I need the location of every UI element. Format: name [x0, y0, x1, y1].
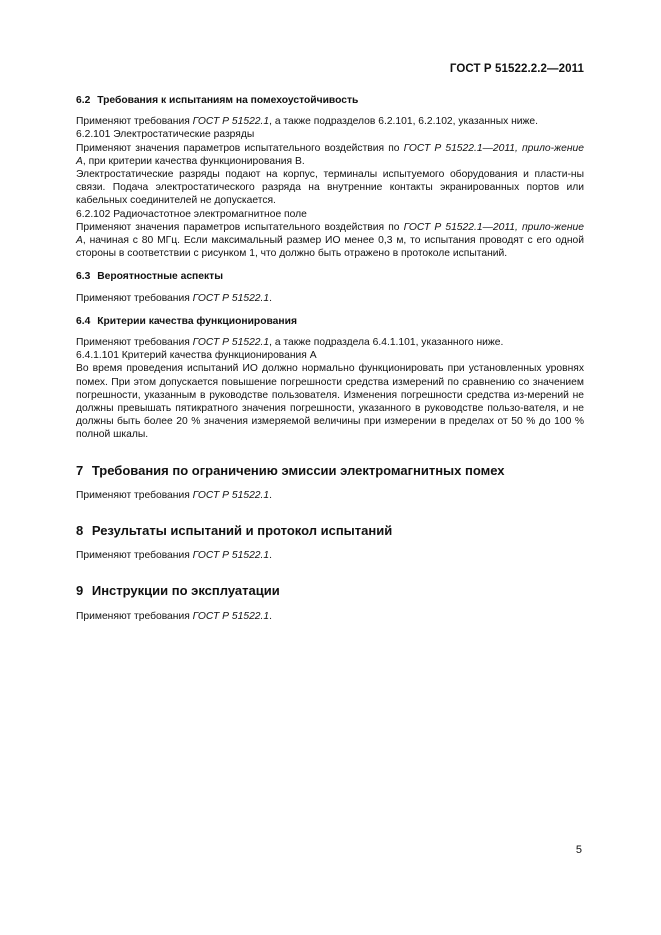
subsection-6-2-102-title: 6.2.102 Радиочастотное электромагнитное поле	[76, 208, 307, 220]
section-number: 7	[76, 462, 84, 478]
paragraph	[76, 610, 584, 623]
paragraph: Электростатические разряды подают на корпус, терминалы испытуемого оборудования и пласти-ны связи. Подача электростатического разряда на внутренние контакты экранированных портов или кабельных соединителей не допускается.	[76, 169, 584, 207]
page-number: 5	[575, 844, 582, 856]
paragraph: Во время проведения испытаний ИО должно нормально функционировать при установленных уровнях помех. При этом допускается повышение погрешности средства измерений по сравнению со значением погрешности, указанным в руководстве пользователя. Изменения погрешности средства из-мерений не должны превышать пятикратного значения погрешности, указанного в руководстве пользо-вателя, и не должны быть более 20 % значения измеряемой величины при измерении в пределах от 50 % до 100 % полной шкалы.	[76, 363, 584, 441]
section-title: Инструкции по эксплуатации	[91, 583, 280, 599]
standard-reference: ГОСТ Р 51522.1—2011, прило-жение А	[76, 221, 584, 247]
text: .	[269, 550, 272, 562]
paragraph	[76, 115, 584, 128]
text: Применяют требования	[76, 489, 193, 501]
section-6-4-heading	[76, 315, 584, 328]
text: Применяют значения параметров испытательного воздействия по	[76, 142, 404, 154]
section-title: Требования по ограничению эмиссии электромагнитных помех	[91, 462, 505, 478]
text: Применяют требования	[76, 550, 193, 562]
standard-reference: ГОСТ Р 51522.1—2011, прило-жение А	[76, 142, 584, 167]
paragraph	[76, 549, 584, 562]
text: Применяют требования	[76, 610, 193, 622]
paragraph	[76, 336, 584, 349]
text: , начиная с 80 МГц. Если максимальный размер ИО менее 0,3 м, то испытания проводят с его одной стороны в соответствии с рисунком 1, что должно быть отражено в протоколе испытаний.	[76, 235, 584, 260]
standard-reference: ГОСТ Р 51522.1	[192, 116, 270, 128]
text: Применяют требования	[76, 337, 193, 349]
text: .	[269, 489, 272, 501]
text: .	[269, 292, 272, 304]
standard-reference: ГОСТ Р 51522.1	[192, 550, 270, 562]
section-title: Результаты испытаний и протокол испытаний	[91, 523, 393, 539]
text: Применяют значения параметров испытательного воздействия по	[76, 221, 404, 233]
text: , а также подразделов 6.2.101, 6.2.102, указанных ниже.	[269, 116, 539, 128]
standard-reference: ГОСТ Р 51522.1	[192, 489, 270, 501]
standard-reference: ГОСТ Р 51522.1	[192, 337, 270, 349]
subsection-6-2-101-title: 6.2.101 Электростатические разряды	[76, 129, 255, 141]
text: Применяют требования	[76, 292, 193, 304]
section-6-2-heading	[76, 94, 584, 107]
paragraph	[76, 221, 584, 261]
section-number: 8	[76, 523, 84, 539]
section-number: 6.3	[76, 271, 91, 283]
paragraph	[76, 489, 584, 502]
section-title: Критерии качества функционирования	[97, 315, 297, 327]
section-9-heading	[76, 584, 584, 597]
page-content	[76, 94, 584, 623]
standard-reference: ГОСТ Р 51522.1	[192, 292, 270, 304]
section-7-heading	[76, 464, 584, 477]
section-8-heading	[76, 524, 584, 537]
section-title: Вероятностные аспекты	[97, 271, 223, 283]
section-title: Требования к испытаниям на помехоустойчивость	[97, 95, 359, 106]
subsection-6-4-1-101-title: 6.4.1.101 Критерий качества функционирования А	[76, 350, 317, 362]
text: Применяют требования	[76, 116, 193, 128]
document-code-header: ГОСТ Р 51522.2.2—2011	[449, 63, 584, 75]
text: .	[269, 610, 272, 622]
section-number: 6.2	[76, 95, 91, 106]
section-6-3-heading	[76, 270, 584, 283]
text: , а также подраздела 6.4.1.101, указанного ниже.	[269, 337, 504, 349]
section-number: 6.4	[76, 315, 91, 327]
text: , при критерии качества функционирования В.	[82, 155, 305, 167]
section-number: 9	[76, 583, 84, 599]
paragraph	[76, 142, 584, 168]
paragraph	[76, 292, 584, 305]
standard-reference: ГОСТ Р 51522.1	[192, 610, 270, 622]
